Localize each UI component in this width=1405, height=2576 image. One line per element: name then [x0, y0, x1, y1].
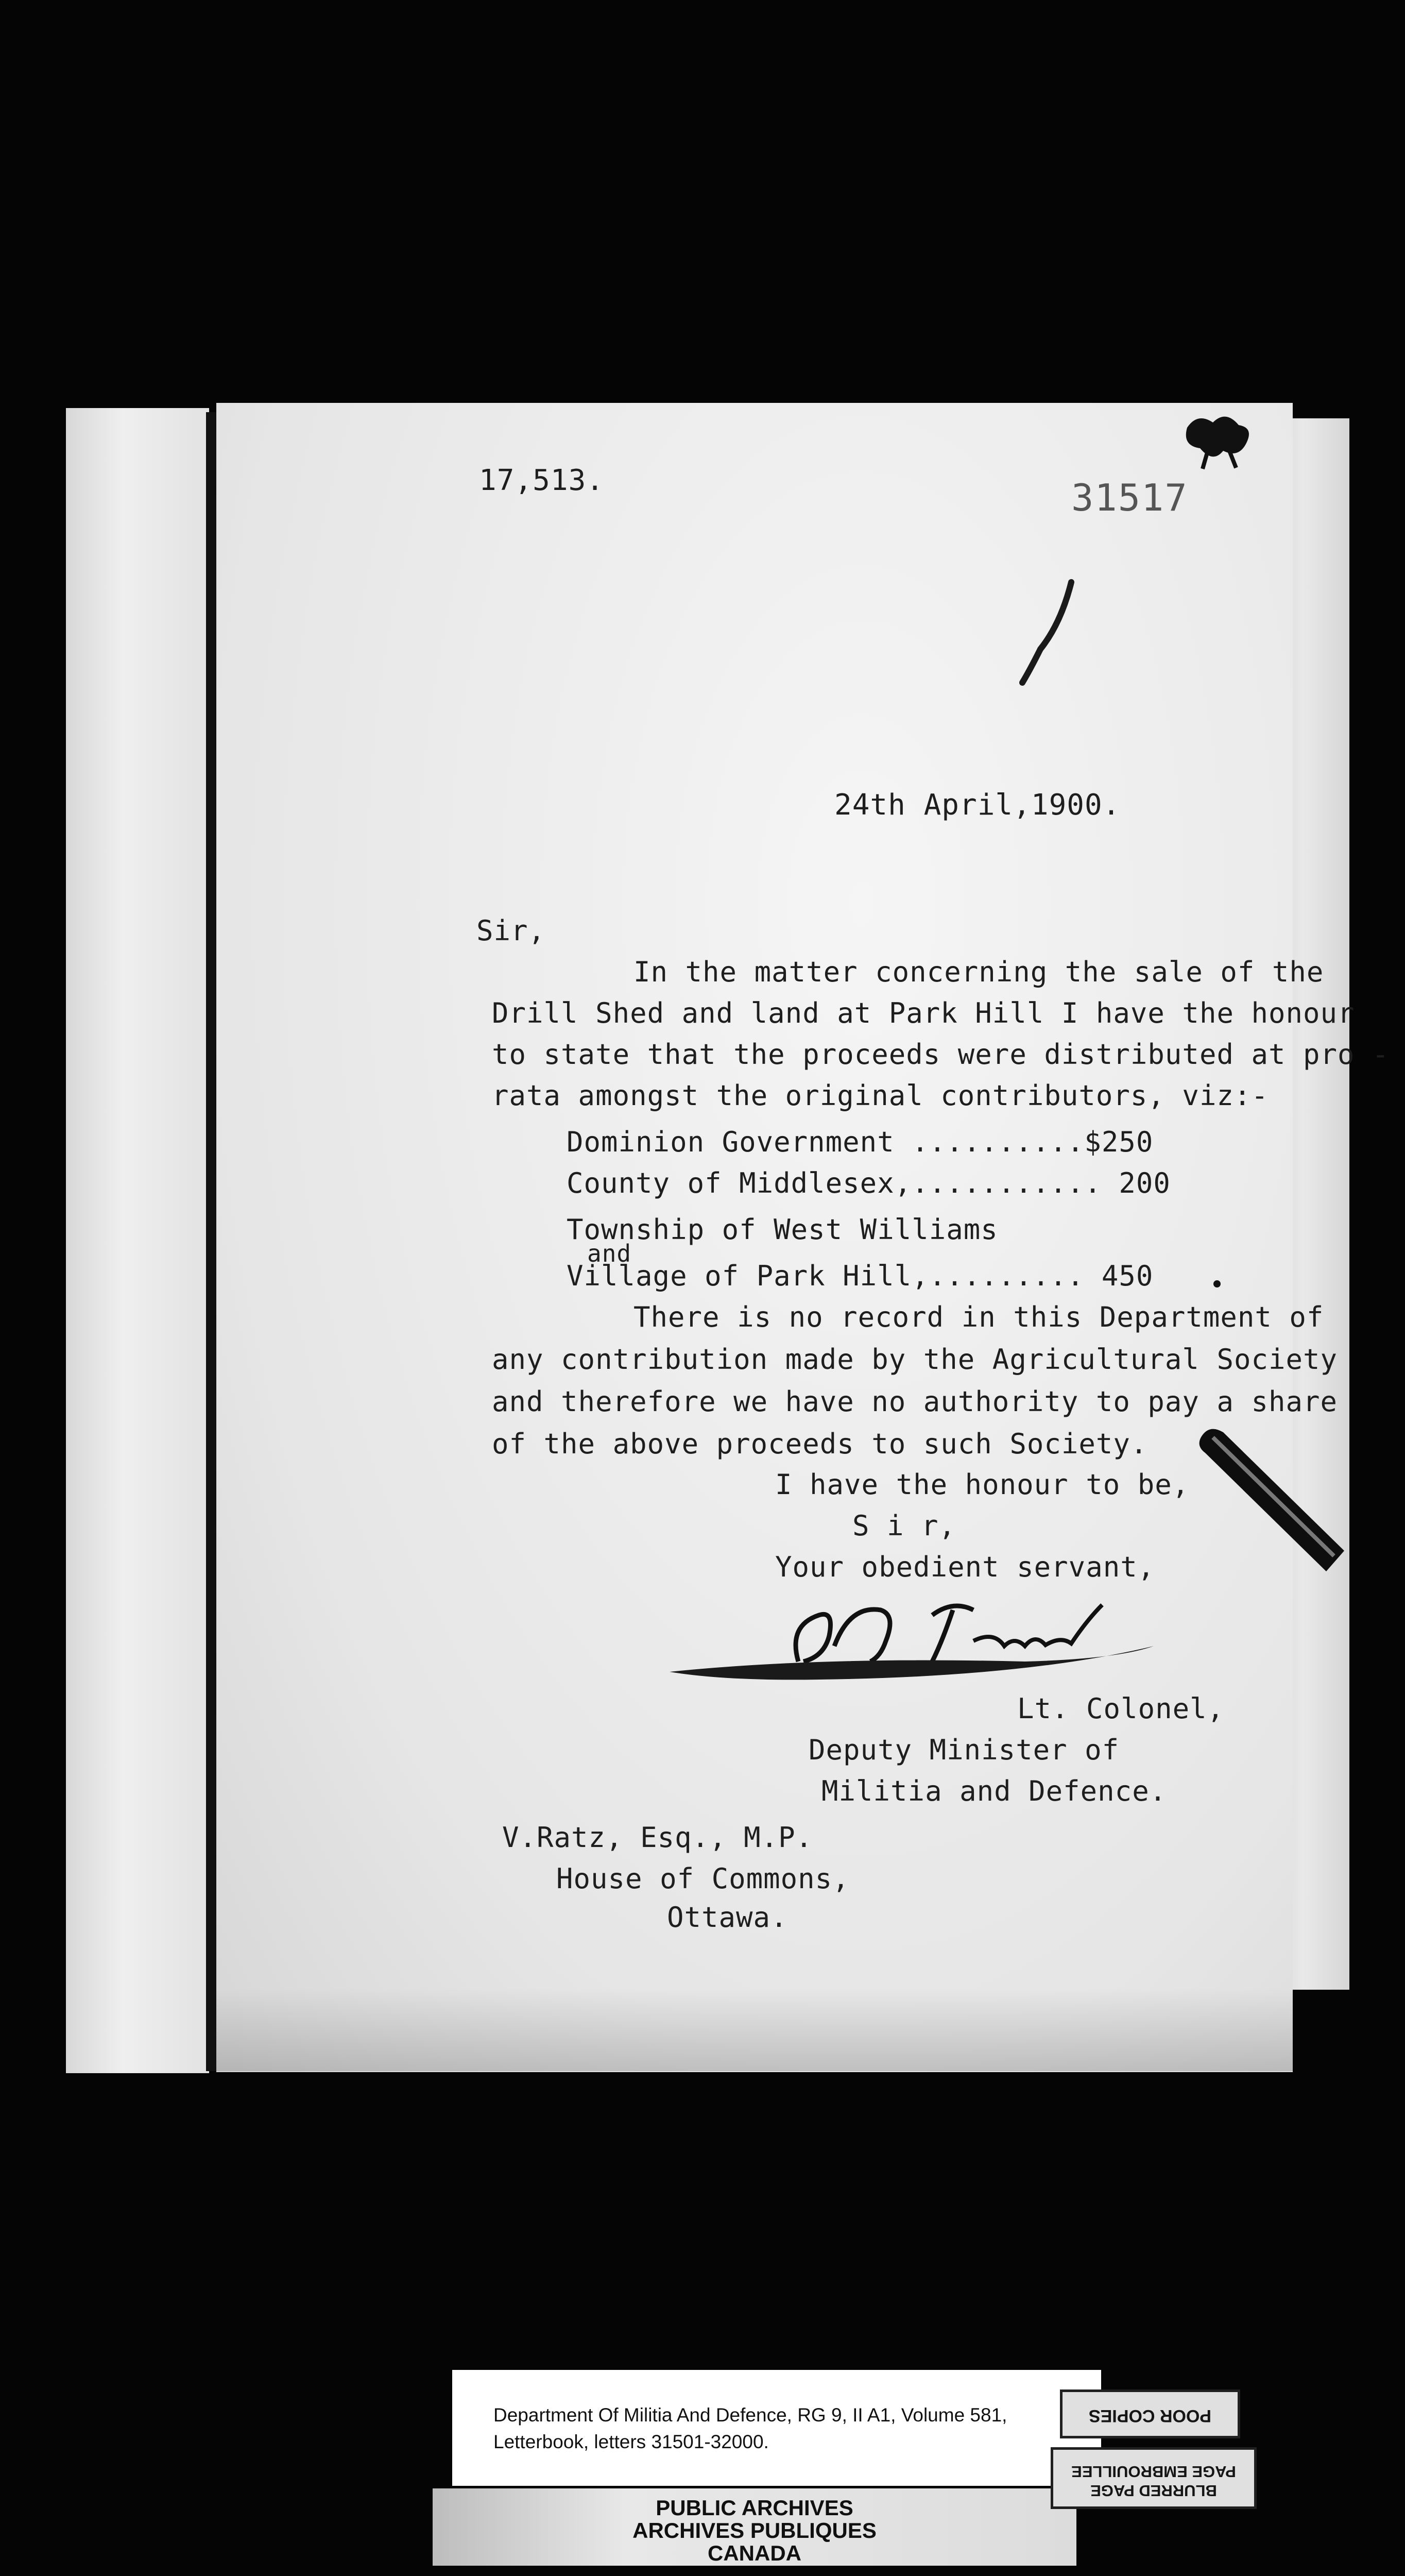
paragraph-1-line-2: Drill Shed and land at Park Hill I have the honour: [492, 997, 1355, 1029]
page-bottom-shadow: [216, 1989, 1293, 2071]
recipient-address-1: House of Commons,: [556, 1862, 850, 1895]
signature-title-1: Deputy Minister of: [809, 1734, 1120, 1766]
contributor-dominion: Dominion Government ..........$250: [567, 1126, 1154, 1158]
caption-line-2: Letterbook, letters 31501-32000.: [493, 2431, 769, 2452]
file-number: 17,513.: [479, 464, 605, 497]
paragraph-2-line-4: of the above proceeds to such Society.: [492, 1428, 1148, 1460]
paragraph-2-line-3: and therefore we have no authority to pay a share: [492, 1385, 1338, 1418]
paragraph-1-line-3: to state that the proceeds were distributed at pro -: [492, 1038, 1390, 1071]
page-gutter: [206, 412, 216, 2071]
paragraph-1-line-1: In the matter concerning the sale of the: [633, 956, 1324, 988]
recipient-name: V.Ratz, Esq., M.P.: [502, 1821, 813, 1854]
signature-title-2: Militia and Defence.: [821, 1775, 1167, 1807]
banner-line-2: ARCHIVES PUBLIQUES: [632, 2518, 877, 2543]
pencil-tick-mark: [1009, 577, 1082, 690]
contributor-west-williams: Township of West Williams: [567, 1213, 998, 1246]
closing-line-3: Your obedient servant,: [775, 1551, 1155, 1583]
paragraph-1-line-4: rata amongst the original contributors, viz:-: [492, 1079, 1269, 1112]
closing-line-1: I have the honour to be,: [775, 1468, 1190, 1501]
paragraph-2-line-2: any contribution made by the Agricultural Society: [492, 1343, 1338, 1376]
letter-date: 24th April,1900.: [834, 788, 1121, 822]
blurred-line-2: PAGE EMBROUILLEE: [1071, 2462, 1236, 2481]
blurred-page-stamp: [1051, 2447, 1257, 2509]
handwritten-signature: [664, 1584, 1179, 1698]
banner-line-3: CANADA: [708, 2541, 801, 2566]
contributor-middlesex: County of Middlesex,........... 200: [567, 1167, 1171, 1199]
salutation: Sir,: [476, 914, 546, 947]
ink-blot-mark: [1177, 407, 1259, 474]
contributor-park-hill: Village of Park Hill,......... 450: [567, 1260, 1154, 1292]
pen-object: [1195, 1422, 1349, 1592]
signature-rank: Lt. Colonel,: [1017, 1692, 1225, 1725]
caption-line-1: Department Of Militia And Defence, RG 9, II A1, Volume 581,: [493, 2404, 1007, 2426]
recipient-address-2: Ottawa.: [667, 1901, 788, 1934]
public-archives-banner: [433, 2488, 1076, 2566]
blurred-line-1: BLURRED PAGE: [1090, 2482, 1217, 2500]
banner-line-1: PUBLIC ARCHIVES: [656, 2496, 853, 2520]
archive-caption: [452, 2370, 1101, 2486]
adjacent-page-left: [66, 408, 209, 2073]
folio-number: 31517: [1071, 476, 1188, 519]
poor-copies-stamp: [1060, 2389, 1240, 2438]
poor-copies-text: POOR COPIES: [1088, 2406, 1212, 2426]
stray-mark: [1213, 1280, 1221, 1287]
closing-line-2: S i r,: [852, 1510, 956, 1542]
paragraph-2-line-1: There is no record in this Department of: [633, 1301, 1324, 1333]
contributor-and: and: [587, 1240, 632, 1267]
